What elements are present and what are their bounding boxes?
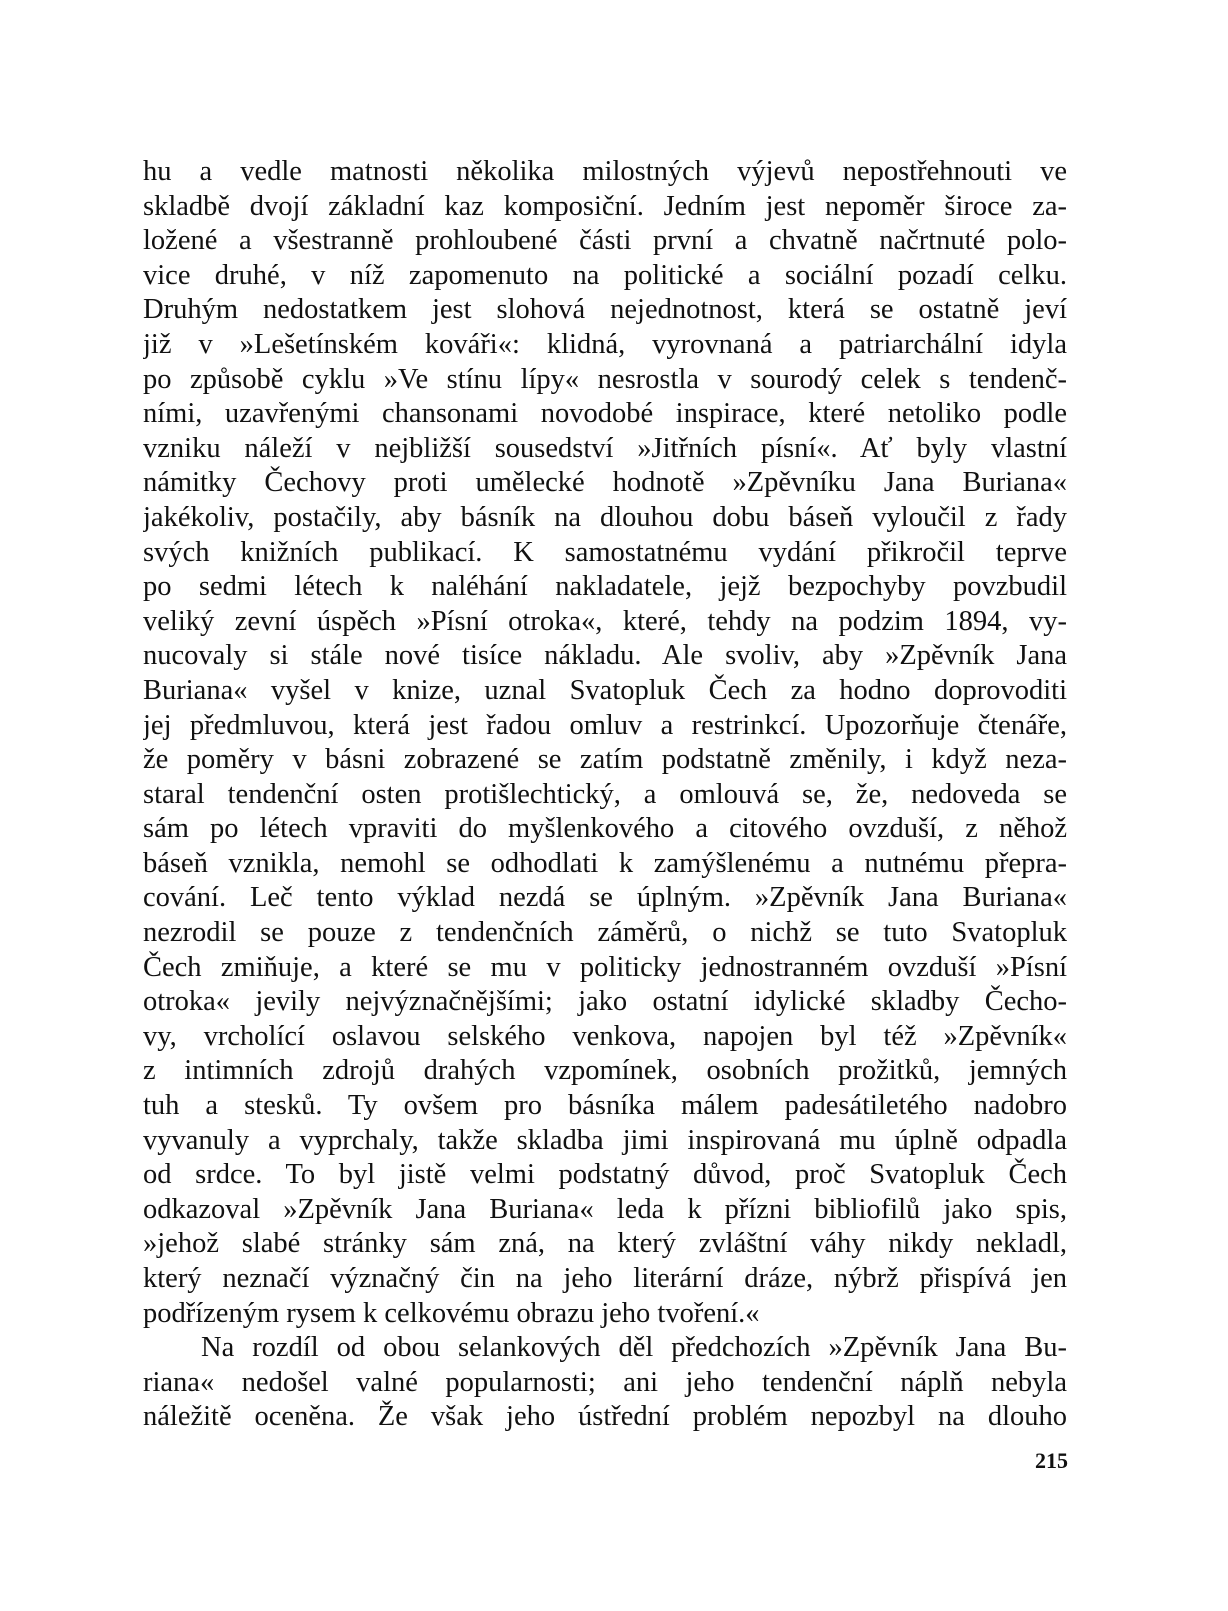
text-line: již v »Lešetínském kováři«: klidná, vyrovnaná a patriarchální idyla xyxy=(143,328,1067,360)
text-line: vice druhé, v níž zapomenuto na politické a sociální pozadí celku. xyxy=(143,259,1067,291)
text-line: cování. Leč tento výklad nezdá se úplným. »Zpěvník Jana Buriana« xyxy=(143,882,1067,914)
paragraph-2 xyxy=(143,1331,1067,1435)
text-line: jakékoliv, postačily, aby básník na dlouhou dobu báseň vyloučil z řady xyxy=(143,501,1067,533)
text-line: který neznačí význačný čin na jeho literární dráze, nýbrž přispívá jen xyxy=(143,1263,1067,1294)
text-line: po sedmi létech k naléhání nakladatele, jejž bezpochyby povzbudil xyxy=(143,571,1067,603)
text-line: vy, vrcholící oslavou selského venkova, napojen byl též »Zpěvník« xyxy=(143,1020,1067,1052)
text-line: vzniku náleží v nejbližší sousedství »Jitřních písní«. Ať byly vlastní xyxy=(143,432,1067,464)
text-line: staral tendenční osten protišlechtický, a omlouvá se, že, nedoveda se xyxy=(143,778,1067,810)
text-line: veliký zevní úspěch »Písní otroka«, které, tehdy na podzim 1894, vy- xyxy=(143,605,1067,637)
text-line: od srdce. To byl jistě velmi podstatný důvod, proč Svatopluk Čech xyxy=(143,1159,1067,1191)
text-line: skladbě dvojí základní kaz komposiční. Jedním jest nepoměr široce za- xyxy=(143,190,1067,222)
text-line: námitky Čechovy proti umělecké hodnotě »Zpěvníku Jana Buriana« xyxy=(143,467,1067,499)
text-line: vyvanuly a vyprchaly, takže skladba jimi inspirovaná mu úplně odpadla xyxy=(143,1124,1067,1156)
text-line: Čech zmiňuje, a které se mu v politicky jednostranném ovzduší »Písní xyxy=(143,951,1067,983)
text-line: z intimních zdrojů drahých vzpomínek, osobních prožitků, jemných xyxy=(143,1055,1067,1087)
text-line: otroka« jevily nejvýznačnějšími; jako ostatní idylické skladby Čecho- xyxy=(143,986,1067,1018)
text-line: Buriana« vyšel v knize, uznal Svatopluk Čech za hodno doprovoditi xyxy=(143,674,1067,706)
text-line: ními, uzavřenými chansonami novodobé inspirace, které netoliko podle xyxy=(143,398,1067,430)
text-line: náležitě oceněna. Že však jeho ústřední problém nepozbyl na dlouho xyxy=(143,1401,1067,1433)
text-line: nucovaly si stále nové tisíce nákladu. Ale svoliv, aby »Zpěvník Jana xyxy=(143,640,1067,672)
text-line: sám po létech vpraviti do myšlenkového a citového ovzduší, z něhož xyxy=(143,813,1067,845)
body-text xyxy=(143,155,1067,1435)
text-line: riana« nedošel valné popularnosti; ani jeho tendenční náplň nebyla xyxy=(143,1366,1067,1398)
paragraph-1 xyxy=(143,155,1067,1331)
text-line: hu a vedle matnosti několika milostných výjevů nepostřehnouti ve xyxy=(143,156,1067,187)
text-line: ložené a všestranně prohloubené části první a chvatně načrtnuté polo- xyxy=(143,225,1067,257)
text-line: nezrodil se pouze z tendenčních záměrů, o nichž se tuto Svatopluk xyxy=(143,917,1067,949)
page-number: 215 xyxy=(1035,1448,1068,1473)
text-line: že poměry v básni zobrazené se zatím podstatně změnily, i když neza- xyxy=(143,744,1067,776)
text-line: odkazoval »Zpěvník Jana Buriana« leda k přízni bibliofilů jako spis, xyxy=(143,1193,1067,1225)
text-line: tuh a stesků. Ty ovšem pro básníka málem padesátiletého nadobro xyxy=(143,1090,1067,1122)
text-line: báseň vznikla, nemohl se odhodlati k zamýšlenému a nutnému přepra- xyxy=(143,847,1067,879)
text-line: Na rozdíl od obou selankových děl předchozích »Zpěvník Jana Bu- xyxy=(201,1332,1067,1364)
text-line: »jehož slabé stránky sám zná, na který zvláštní váhy nikdy nekladl, xyxy=(143,1228,1067,1260)
text-line: jej předmluvou, která jest řadou omluv a restrinkcí. Upozorňuje čtenáře, xyxy=(143,709,1067,741)
text-line: Druhým nedostatkem jest slohová nejednotnost, která se ostatně jeví xyxy=(143,294,1067,326)
text-line: podřízeným rysem k celkovému obrazu jeho tvoření.« xyxy=(143,1297,760,1329)
text-line: po způsobě cyklu »Ve stínu lípy« nesrostla v sourodý celek s tendenč- xyxy=(143,363,1067,395)
text-line: svých knižních publikací. K samostatnému vydání přikročil teprve xyxy=(143,536,1067,568)
